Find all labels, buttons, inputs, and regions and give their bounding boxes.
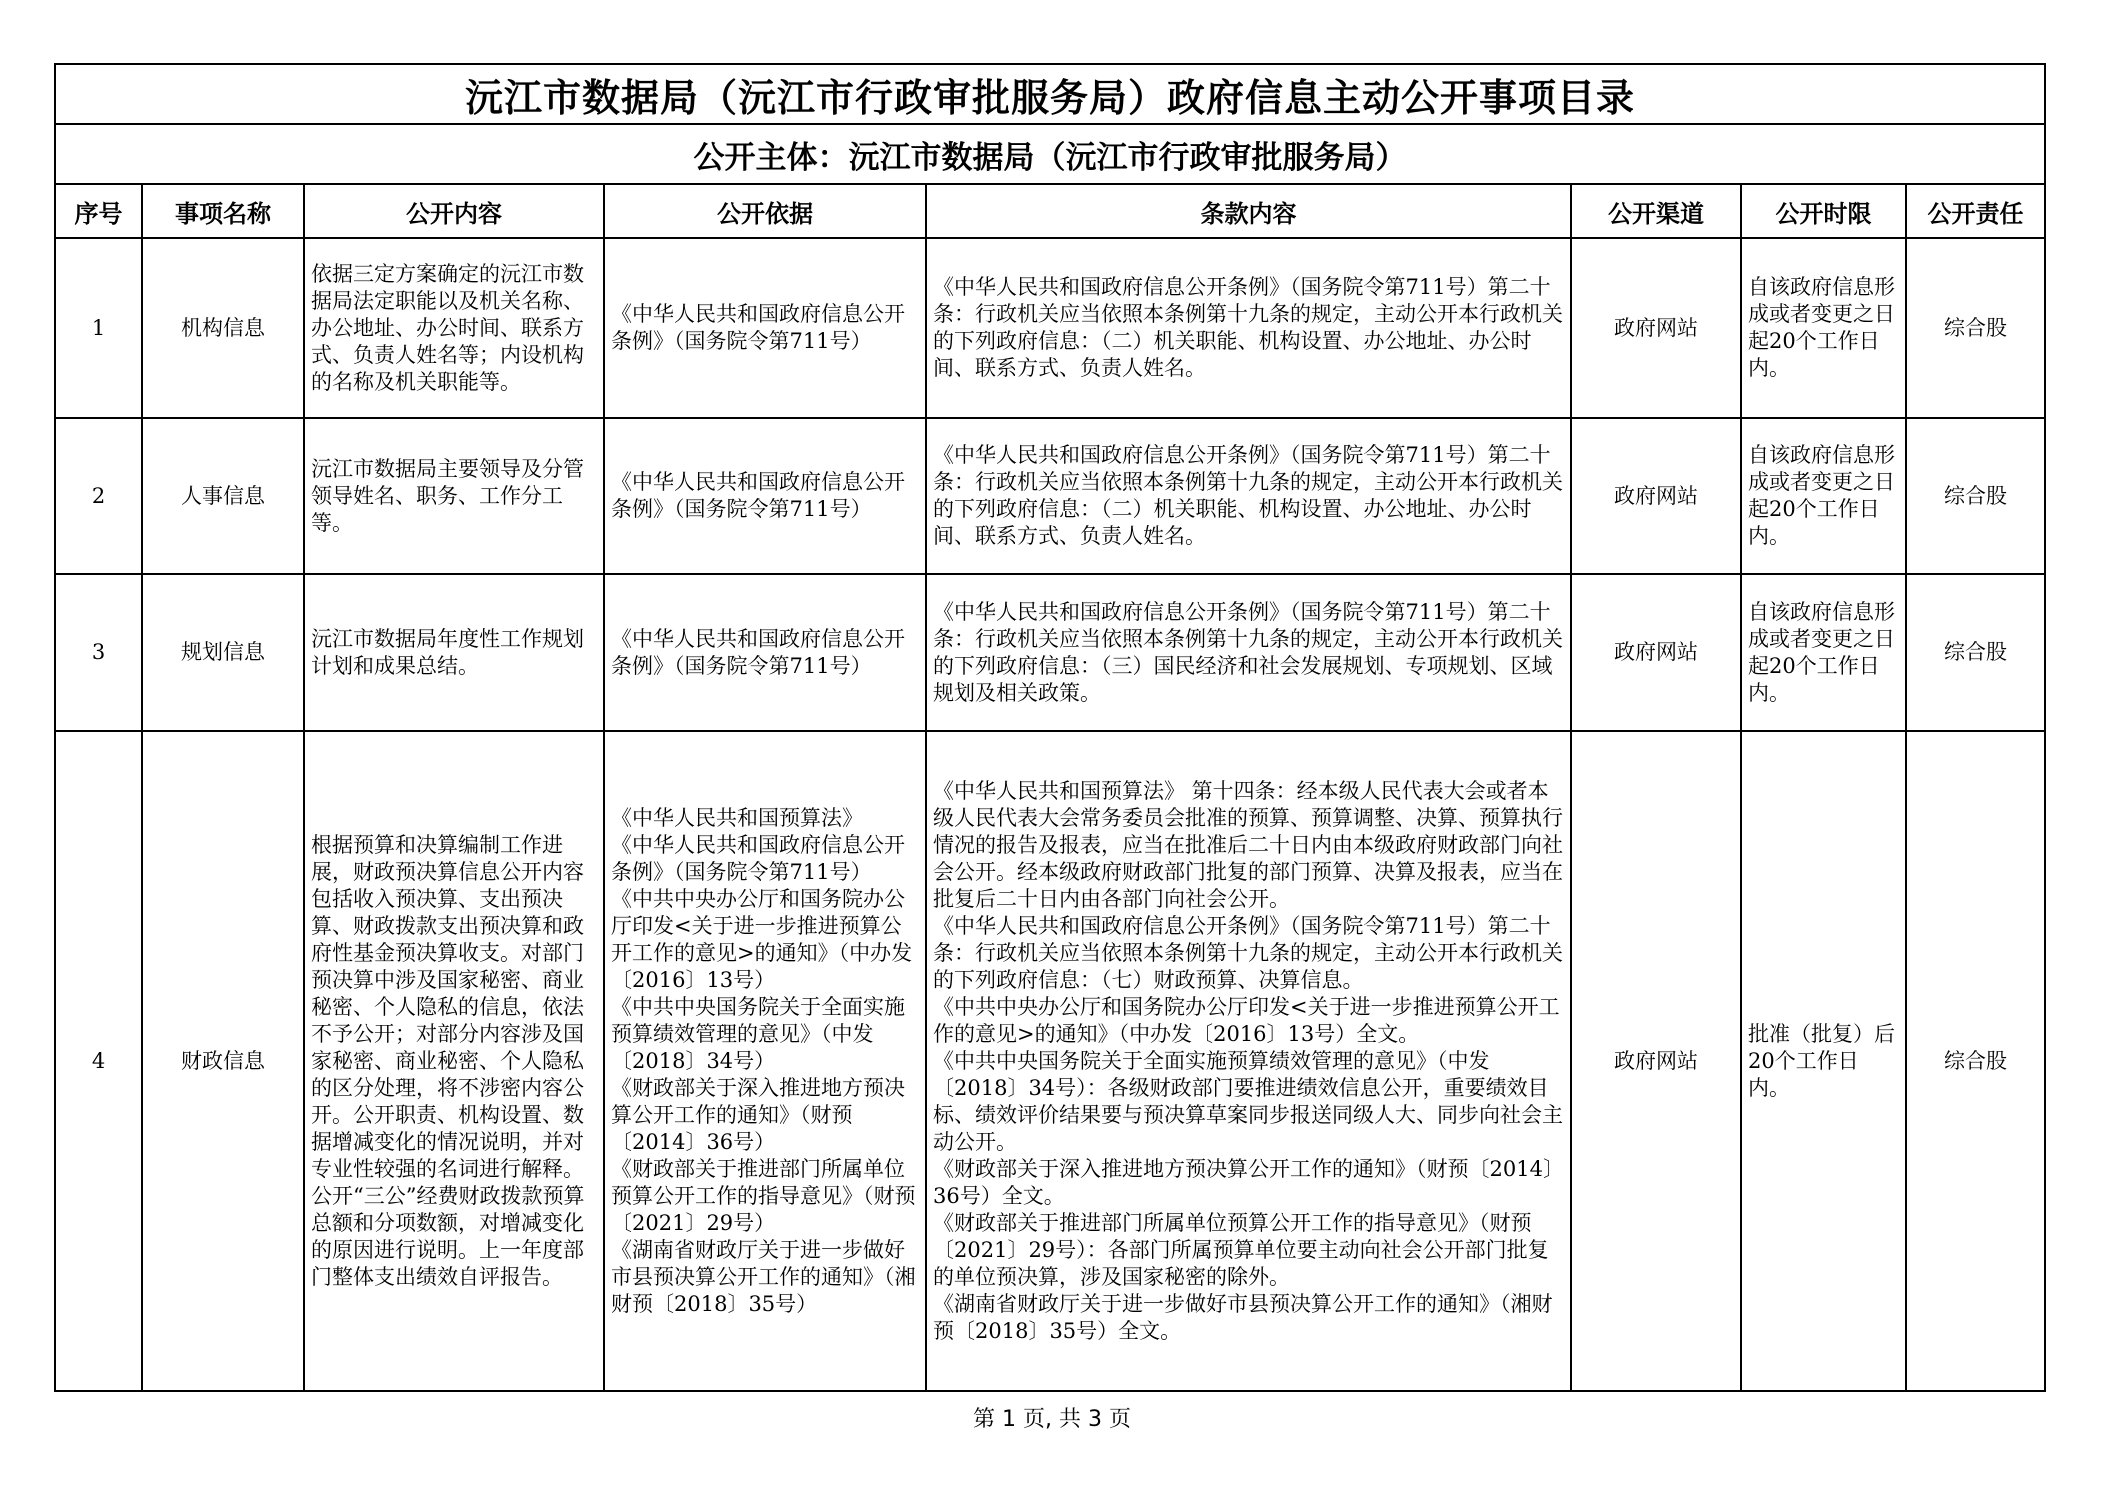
row-basis: 《中华人民共和国政府信息公开条例》（国务院令第711号） [604, 238, 926, 418]
row-deadline: 自该政府信息形成或者变更之日起20个工作日内。 [1741, 418, 1906, 574]
row-content: 沅江市数据局年度性工作规划计划和成果总结。 [304, 574, 604, 731]
row-seq: 1 [55, 238, 142, 418]
row-seq: 2 [55, 418, 142, 574]
catalog-table [54, 63, 2046, 1392]
table-row [55, 731, 2045, 1391]
header-name: 事项名称 [142, 184, 304, 238]
header-row [55, 184, 2045, 238]
row-name: 机构信息 [142, 238, 304, 418]
header-deadline: 公开时限 [1741, 184, 1906, 238]
page-footer: 第 1 页, 共 3 页 [973, 1407, 1131, 1432]
row-seq: 3 [55, 574, 142, 731]
row-content: 根据预算和决算编制工作进展，财政预决算信息公开内容包括收入预决算、支出预决算、财政拨款支出预决算和政府性基金预决算收支。对部门预决算中涉及国家秘密、商业秘密、个人隐私的信息，依法不予公开；对部分内容涉及国家秘密、商业秘密、个人隐私的区分处理，将不涉密内容公开。公开职责、机构设置、数据增减变化的情况说明，并对专业性较强的名词进行解释。公开“三公”经费财政拨款预算总额和分项数额，对增减变化的原因进行说明。上一年度部门整体支出绩效自评报告。 [304, 731, 604, 1391]
row-content: 沅江市数据局主要领导及分管领导姓名、职务、工作分工等。 [304, 418, 604, 574]
row-channel: 政府网站 [1571, 731, 1741, 1391]
row-clause: 《中华人民共和国政府信息公开条例》（国务院令第711号）第二十条：行政机关应当依照本条例第十九条的规定，主动公开本行政机关的下列政府信息：（三）国民经济和社会发展规划、专项规划、区域规划及相关政策。 [926, 574, 1571, 731]
row-clause: 《中华人民共和国政府信息公开条例》（国务院令第711号）第二十条：行政机关应当依照本条例第十九条的规定，主动公开本行政机关的下列政府信息：（二）机关职能、机构设置、办公地址、办公时间、联系方式、负责人姓名。 [926, 238, 1571, 418]
row-deadline: 批准（批复）后20个工作日内。 [1741, 731, 1906, 1391]
row-responsibility: 综合股 [1906, 418, 2045, 574]
row-channel: 政府网站 [1571, 238, 1741, 418]
table-row [55, 238, 2045, 418]
row-clause: 《中华人民共和国预算法》 第十四条：经本级人民代表大会或者本级人民代表大会常务委员会批准的预算、预算调整、决算、预算执行情况的报告及报表，应当在批准后二十日内由本级政府财政部门向社会公开。经本级政府财政部门批复的部门预算、决算及报表，应当在批复后二十日内由各部门向社会公开。 《中华人民共和国政府信息公开条例》（国务院令第711号）第二十条：行政机关应当依照本条例第十九条的规定，主动公开本行政机关的下列政府信息：（七）财政预算、决算信息。 《中共中央办公厅和国务院办公厅印发<关于进一步推进预算公开工作的意见>的通知》（中办发〔2016〕13号）全文。 《中共中央国务院关于全面实施预算绩效管理的意见》（中发〔2018〕34号）：各级财政部门要推进绩效信息公开，重要绩效目标、绩效评价结果要与预决算草案同步报送同级人大、同步向社会主动公开。 《财政部关于深入推进地方预决算公开工作的通知》（财预〔2014〕36号）全文。 《财政部关于推进部门所属单位预算公开工作的指导意见》（财预〔2021〕29号）：各部门所属预算单位要主动向社会公开部门批复的单位预决算，涉及国家秘密的除外。 《湖南省财政厅关于进一步做好市县预决算公开工作的通知》（湘财预〔2018〕35号）全文。 [926, 731, 1571, 1391]
row-clause: 《中华人民共和国政府信息公开条例》（国务院令第711号）第二十条：行政机关应当依照本条例第十九条的规定，主动公开本行政机关的下列政府信息：（二）机关职能、机构设置、办公地址、办公时间、联系方式、负责人姓名。 [926, 418, 1571, 574]
row-deadline: 自该政府信息形成或者变更之日起20个工作日内。 [1741, 574, 1906, 731]
header-content: 公开内容 [304, 184, 604, 238]
row-responsibility: 综合股 [1906, 238, 2045, 418]
header-channel: 公开渠道 [1571, 184, 1741, 238]
row-name: 人事信息 [142, 418, 304, 574]
page-subtitle: 公开主体：沅江市数据局（沅江市行政审批服务局） [55, 124, 2045, 184]
row-basis: 《中华人民共和国预算法》 《中华人民共和国政府信息公开条例》（国务院令第711号） 《中共中央办公厅和国务院办公厅印发<关于进一步推进预算公开工作的意见>的通知》（中办发〔2016〕13号） 《中共中央国务院关于全面实施预算绩效管理的意见》（中发〔2018〕34号） 《财政部关于深入推进地方预决算公开工作的通知》（财预〔2014〕36号） 《财政部关于推进部门所属单位预算公开工作的指导意见》（财预〔2021〕29号） 《湖南省财政厅关于进一步做好市县预决算公开工作的通知》（湘财预〔2018〕35号） [604, 731, 926, 1391]
row-responsibility: 综合股 [1906, 731, 2045, 1391]
page-title: 沅江市数据局（沅江市行政审批服务局）政府信息主动公开事项目录 [55, 64, 2045, 124]
row-basis: 《中华人民共和国政府信息公开条例》（国务院令第711号） [604, 574, 926, 731]
table-row [55, 574, 2045, 731]
header-responsibility: 公开责任 [1906, 184, 2045, 238]
row-content: 依据三定方案确定的沅江市数据局法定职能以及机关名称、办公地址、办公时间、联系方式、负责人姓名等；内设机构的名称及机关职能等。 [304, 238, 604, 418]
row-basis: 《中华人民共和国政府信息公开条例》（国务院令第711号） [604, 418, 926, 574]
row-channel: 政府网站 [1571, 574, 1741, 731]
row-channel: 政府网站 [1571, 418, 1741, 574]
catalog-sheet [54, 63, 2044, 1392]
header-seq: 序号 [55, 184, 142, 238]
row-seq: 4 [55, 731, 142, 1391]
table-row [55, 418, 2045, 574]
row-name: 规划信息 [142, 574, 304, 731]
row-responsibility: 综合股 [1906, 574, 2045, 731]
header-clause: 条款内容 [926, 184, 1571, 238]
header-basis: 公开依据 [604, 184, 926, 238]
row-deadline: 自该政府信息形成或者变更之日起20个工作日内。 [1741, 238, 1906, 418]
row-name: 财政信息 [142, 731, 304, 1391]
